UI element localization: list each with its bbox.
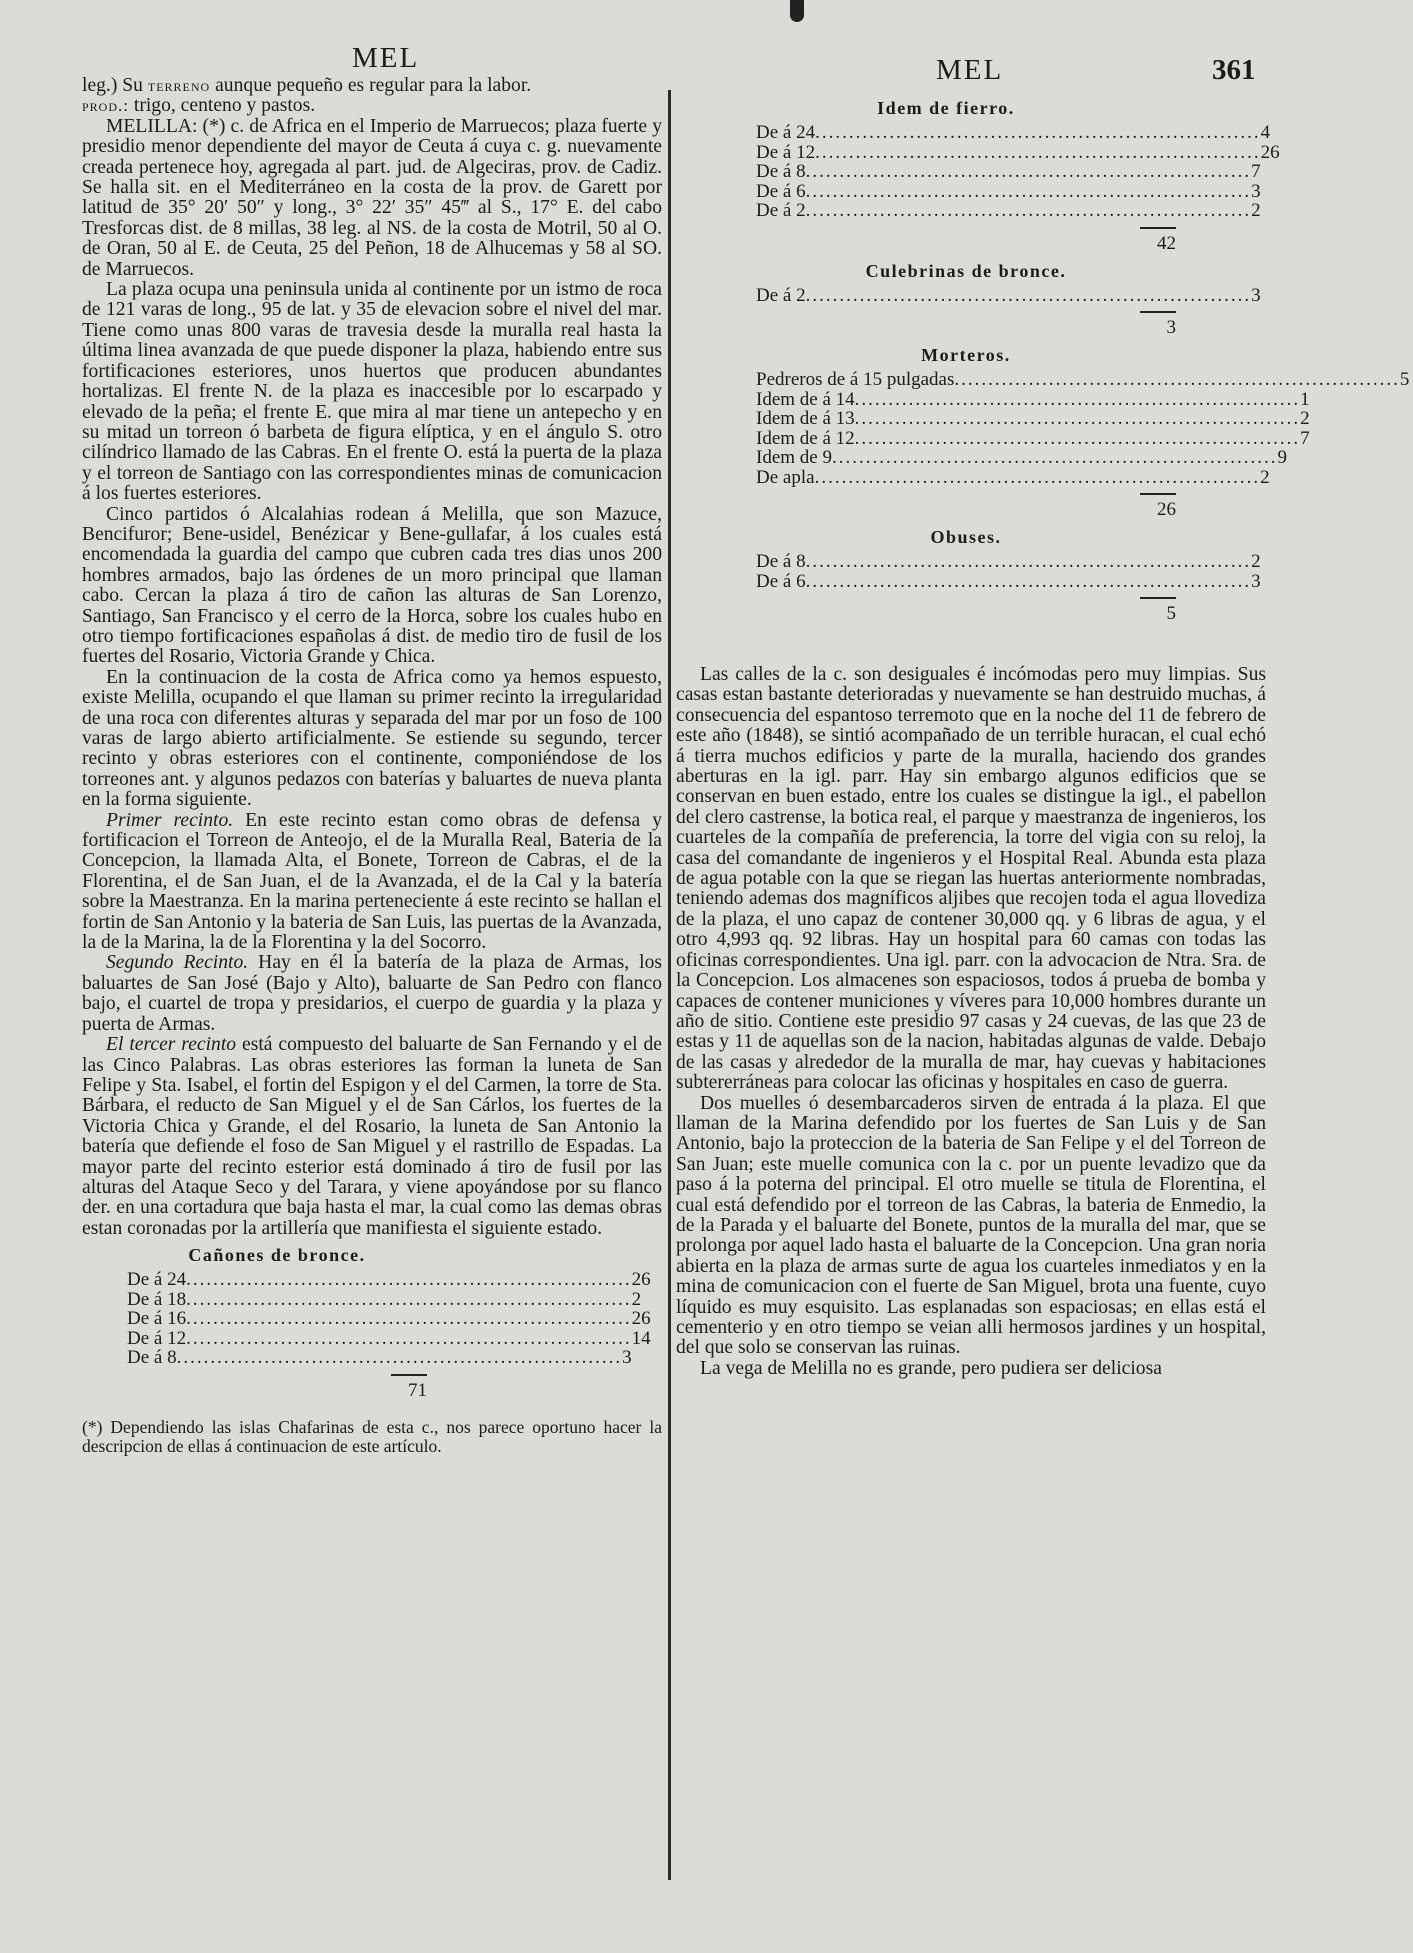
row-label: Idem de 9 xyxy=(756,447,832,468)
table-row xyxy=(756,122,1271,143)
table-rows xyxy=(756,284,1261,306)
left-column xyxy=(82,76,662,1456)
table-title: Morteros. xyxy=(921,345,1011,365)
row-label: De apla xyxy=(756,466,815,488)
row-label: De á 8 xyxy=(127,1347,177,1369)
row-value: 3 xyxy=(1251,284,1261,306)
table-row xyxy=(756,466,1270,488)
table-row xyxy=(756,388,1310,410)
table-row xyxy=(127,1308,651,1330)
row-value: 2 xyxy=(1300,408,1310,429)
intro-text: trigo, centeno y pastos. xyxy=(128,95,316,117)
paragraph-calles: Las calles de la c. son desiguales é incómodas pero muy limpias. Sus casas estan bastante deterioradas y nuevamente se han destruido muchas, á consecuencia del espantoso terremoto que en la noche del 11 de febrero de este año (1848), se sintió acompañado de un terrible huracan, el cual echó á tierra muchos edificios y parte de la muralla, haciendo dos grandes aberturas en la igl. parr. Hay sin embargo algunos edificios que se conservan en buen estado, entre los cuales se distingue la igl., el pabellon del clero castrense, la botica real, el parque y maestranza de ingenieros, los cuarteles de la compañía de preferencia, la torre del vigia con su reloj, la casa del comandante de ingenieros y el Hospital Real. Abunda esta plaza de agua potable con la que se riegan las huertas anteriormente nombradas, teniendo ademas dos magníficos aljibes que recojen toda el agua llovediza de la plaza, el uno capaz de contener 30,000 qq. y 6 libras de agua, y el otro 4,993 qq. 92 libras. Hay un hospital para 60 camas con todas las oficinas correspondientes. Una igl. parr. con la advocacion de Ntra. Sra. de la Concepcion. Los almacenes son espaciosos, todos á prueba de bomba y capaces de contener municiones y víveres para 10,000 hombres durante un año de sitio. Contiene este presidio 97 casas y 24 cuevas, de las que 23 de estas y 11 de aquellas son de la nacion, habitadas algunas de valde. Debajo de las casas y alrededor de la muralla de mar, hay cuevas y habitaciones subtererráneas para colocar las oficinas y hospitales en caso de guerra. xyxy=(676,664,1266,1094)
spacer xyxy=(676,625,1266,665)
table-rows xyxy=(756,551,1261,592)
section-heading: Primer recinto. xyxy=(106,809,234,831)
row-label: De á 16 xyxy=(127,1308,187,1330)
table-row xyxy=(756,408,1310,429)
leader-dots: .................................................................. xyxy=(805,284,1252,306)
row-label: De á 2 xyxy=(756,200,806,221)
table-morteros xyxy=(756,345,1410,521)
table-row xyxy=(756,570,1261,592)
total-rule xyxy=(1140,311,1176,313)
row-value: 4 xyxy=(1260,122,1271,143)
row-value: 26 xyxy=(631,1269,651,1291)
table-row xyxy=(127,1269,651,1291)
paragraph-plaza: La plaza ocupa una peninsula unida al continente por un istmo de roca de 121 varas de long., 95 de lat. y 35 de elevacion sobre el nivel del mar. Tiene como unas 800 varas de travesia desde la muralla real hasta la última linea avanzada de que puede disponer la plaza, habiendo entre sus fortificaciones esteriores, unos huertos que producen abundantes hortalizas. El frente N. de la plaza es inaccesible por lo escarpado y elevado de la peña; el frente E. que mira al mar tiene un antepecho y en su mitad un torreon ó barbeta de figura elíptica, y en el ángulo S. otro cilíndrico llamado de las Cabras. En el frente O. está la puerta de la plaza y el torreon de Santiago con las correspondientes minas de comunicacion á los fuertes esteriores. xyxy=(82,279,662,505)
running-head-left: MEL xyxy=(352,42,420,74)
leader-dots: .................................................................. xyxy=(176,1347,623,1369)
leader-dots: .................................................................. xyxy=(186,1308,632,1330)
table-row xyxy=(127,1288,642,1310)
ink-blot xyxy=(790,0,804,22)
row-label: De á 8 xyxy=(756,551,806,572)
row-value: 3 xyxy=(1251,570,1261,592)
row-label: De á 6 xyxy=(756,570,806,592)
section-text: Hay en él la batería de la plaza de Armas, los baluartes de San José (Bajo y Alto), baluarte de San Pedro con flanco bajo, el cuartel de tropa y presidarios, el cuerpo de guardia y la plaza y puerta de Armas. xyxy=(82,952,662,1035)
row-value: 3 xyxy=(622,1347,632,1369)
leader-dots: .................................................................. xyxy=(815,141,1261,163)
row-value: 1 xyxy=(1300,388,1310,410)
total-rule xyxy=(391,1374,427,1376)
row-label: Pedreros de á 15 pulgadas xyxy=(756,369,955,390)
paragraph-primer-recinto xyxy=(82,811,662,954)
intro-text: leg.) Su xyxy=(82,75,148,96)
row-label: De á 12 xyxy=(127,1327,187,1349)
melilla-paragraph xyxy=(82,117,662,280)
table-row xyxy=(756,200,1261,221)
paragraph-tercer-recinto xyxy=(82,1035,662,1239)
intro-text: aunque pequeño es regular para la labor. xyxy=(210,75,532,96)
table-total: 26 xyxy=(1157,499,1176,520)
section-heading: Segundo Recinto. xyxy=(106,952,249,974)
melilla-text: (*) c. de Africa en el Imperio de Marruecos; plaza fuerte y presidio menor dependiente del mayor de Ceuta á cuya c. g. nuevamente creada pertenece hoy, agregada al part. jud. de Algeciras, prov. de Cadiz. Se halla sit. en el Mediterráneo en la costa de la prov. de Garett por latitud de 35° 20′ 50″ y long., 3° 22′ 35″ 45‴ al S., 17° E. del cabo Tresforcas dist. de 8 millas, 38 leg. al NS. de la costa de Motril, 50 al O. de Oran, 50 al E. de Ceuta, 25 del Peñon, 18 de Alhucemas y 58 al SO. de Marruecos. xyxy=(82,115,662,280)
leader-dots: .................................................................. xyxy=(954,369,1400,390)
leader-dots: .................................................................. xyxy=(805,161,1252,182)
leader-dots: .................................................................. xyxy=(805,551,1252,572)
table-title: Culebrinas de bronce. xyxy=(865,260,1067,281)
row-value: 2 xyxy=(1260,466,1270,488)
row-value: 3 xyxy=(1251,180,1261,202)
table-obuses xyxy=(756,527,1261,625)
paragraph-partidos: Cinco partidos ó Alcalahias rodean á Melilla, que son Mazuce, Bencifuror; Bene-usidel, Benézicar y Bene-gullafar, á los cuales está encomendada la guardia del campo que cubren cada tres dias unos 200 hombres armados, bajo las órdenes de un moro principal que llaman cabo. Cercan la plaza á tiro de cañon las alturas de San Lorenzo, Santiago, San Francisco y el cerro de la Horca, sobre los cuales hubo en otro tiempo fortificaciones españolas á dist. de medio tiro de fusil de los fuertes del Rosario, Victoria Grande y Chica. xyxy=(82,503,662,668)
leader-dots: .................................................................. xyxy=(186,1288,632,1310)
row-label: Idem de á 13 xyxy=(756,408,855,429)
table-rows xyxy=(756,122,1280,221)
row-label: De á 18 xyxy=(127,1288,187,1310)
intro-paragraph xyxy=(82,76,662,117)
table-row xyxy=(756,284,1261,306)
row-value: 14 xyxy=(631,1327,651,1349)
table-rows xyxy=(127,1269,651,1369)
column-divider xyxy=(668,90,671,1880)
table-row xyxy=(756,447,1287,468)
paragraph-muelles: Dos muelles ó desembarcaderos sirven de entrada á la plaza. El que llaman de la Marina defendido por los fuertes de San Luis y de San Antonio, bajo la proteccion de la bateria de San Felipe y el del Torreon de San Juan; este muelle comunica con la c. por un puente levadizo que da paso á la poterna del principal. El otro muelle se titula de Florentina, el cual está defendido por el torreon de las Cabras, la bateria de Enmedio, la de la Parada y el baluarte del Bonete, puntos de la muralla del mar, que se prolonga por aquel lado hasta el baluarte de la Concepcion. Una gran noria abierta en la plaza de armas surte de agua los cuarteles inmediatos y en la mina de comunicacion con el fuerte de San Miguel, brota una fuente, cuyo líquido es muy esquisito. Las esplanadas son espaciosas; en ellas está el cementerio y en otro tiempo se veian alli hermosos jardines y un hospital, del que solo se conservan las ruinas. xyxy=(676,1092,1266,1359)
row-value: 9 xyxy=(1277,447,1287,468)
leader-dots: .................................................................. xyxy=(814,466,1261,488)
table-culebrinas xyxy=(756,260,1261,340)
paragraph-continuacion: En la continuacion de la costa de Africa como ya hemos espuesto, existe Melilla, ocupando el que llaman su primer recinto la irregularidad de una roca con diferentes alturas y separada del mar por un foso de 100 varas de largo abierto artificialmente. Se estiende su segundo, tercer recinto y obras esteriores con el continente, componiéndose de los torreones ant. y algunos pedazos con baterías y baluartes de nueva planta en la forma siguiente. xyxy=(82,666,662,811)
footnote: (*) Dependiendo las islas Chafarinas de esta c., nos parece oportuno hacer la descripcion de ellas á continuacion de este artículo. xyxy=(82,1416,662,1456)
total-rule xyxy=(1140,493,1176,495)
row-value: 7 xyxy=(1300,427,1310,449)
leader-dots: .................................................................. xyxy=(854,427,1301,449)
row-label: De á 24 xyxy=(127,1269,187,1291)
row-label: De á 6 xyxy=(756,180,806,202)
table-canones xyxy=(127,1245,651,1402)
total-rule xyxy=(1140,597,1176,599)
leader-dots: .................................................................. xyxy=(186,1269,632,1291)
section-heading: El tercer recinto xyxy=(106,1034,237,1056)
prod-label: prod.: xyxy=(82,96,129,116)
terreno-label: terreno xyxy=(147,76,211,95)
leader-dots: .................................................................. xyxy=(186,1327,632,1349)
leader-dots: .................................................................. xyxy=(805,570,1252,592)
running-head-right: MEL xyxy=(936,54,1004,86)
leader-dots: .................................................................. xyxy=(854,408,1301,429)
table-title: Obuses. xyxy=(930,527,1002,547)
row-label: De á 8 xyxy=(756,161,806,182)
table-row xyxy=(756,180,1261,202)
row-value: 2 xyxy=(1251,551,1261,572)
table-title: Idem de fierro. xyxy=(877,98,1015,118)
table-total: 3 xyxy=(1166,317,1176,338)
leader-dots: .................................................................. xyxy=(815,122,1261,143)
table-title: Cañones de bronce. xyxy=(188,1245,366,1266)
paragraph-segundo-recinto xyxy=(82,953,662,1035)
section-text: En este recinto estan como obras de defensa y fortificacion el Torreon de Anteojo, el de la Muralla Real, Bateria de la Concepcion, la llamada Alta, el Bonete, Torreon de Cabras, el de la Florentina, el de San Juan, el de la Avanzada, el de la Cal y la batería sobre la Maestranza. En la marina perteneciente á este recinto se hallan el fortin de San Antonio y la bateria de San Luis, las puertas de la Avanzada, la de la Marina, la de la Florentina y la del Socorro. xyxy=(82,809,662,954)
row-value: 2 xyxy=(631,1288,642,1310)
table-row xyxy=(756,427,1310,449)
total-rule xyxy=(1140,227,1176,229)
leader-dots: .................................................................. xyxy=(854,388,1301,410)
table-row xyxy=(127,1327,651,1349)
table-row xyxy=(756,141,1280,163)
page-number: 361 xyxy=(1212,54,1256,86)
table-row xyxy=(756,161,1261,182)
leader-dots: .................................................................. xyxy=(805,200,1252,221)
entry-headword: MELILLA: xyxy=(106,115,198,137)
table-total: 5 xyxy=(1166,603,1176,624)
paragraph-vega: La vega de Melilla no es grande, pero pudiera ser deliciosa xyxy=(700,1357,1162,1379)
row-label: De á 24 xyxy=(756,122,816,143)
row-label: De á 12 xyxy=(756,141,816,163)
table-hierro xyxy=(756,98,1280,255)
table-row xyxy=(127,1347,632,1369)
table-row xyxy=(756,369,1410,390)
leader-dots: .................................................................. xyxy=(831,447,1278,468)
leader-dots: .................................................................. xyxy=(805,180,1252,202)
right-column xyxy=(676,92,1410,1379)
table-row xyxy=(756,551,1261,572)
table-total: 42 xyxy=(1157,232,1176,254)
table-rows xyxy=(756,369,1410,488)
row-label: Idem de á 12 xyxy=(756,427,855,449)
row-label: De á 2 xyxy=(756,284,806,306)
row-value: 2 xyxy=(1251,200,1261,221)
section-text: está compuesto del baluarte de San Fernando y el de las Cinco Palabras. Las obras esteriores las forman la luneta de San Felipe y Sta. Isabel, el fortin del Espigon y el del Carmen, la torre de Sta. Bárbara, el reducto de San Miguel y el de San Cárlos, los fuertes de la Victoria Chica y Grande, el del Rosario, la luneta de San Antonio la batería que defiende el foso de San Miguel y el rastrillo de Espadas. La mayor parte del recinto esterior está dominado á tiro de fusil por las alturas del Ataque Seco y del Tarara, y viene apoyándose por su flanco der. en una cortadura que baja hasta el mar, la cual como las demas obras estan coronadas por la artillería que manifiesta el siguiente estado. xyxy=(82,1034,662,1239)
row-label: Idem de á 14 xyxy=(756,388,855,410)
row-value: 7 xyxy=(1251,161,1261,182)
row-value: 26 xyxy=(631,1308,651,1330)
row-value: 5 xyxy=(1399,369,1410,390)
table-total: 71 xyxy=(408,1379,427,1401)
row-value: 26 xyxy=(1260,141,1280,163)
